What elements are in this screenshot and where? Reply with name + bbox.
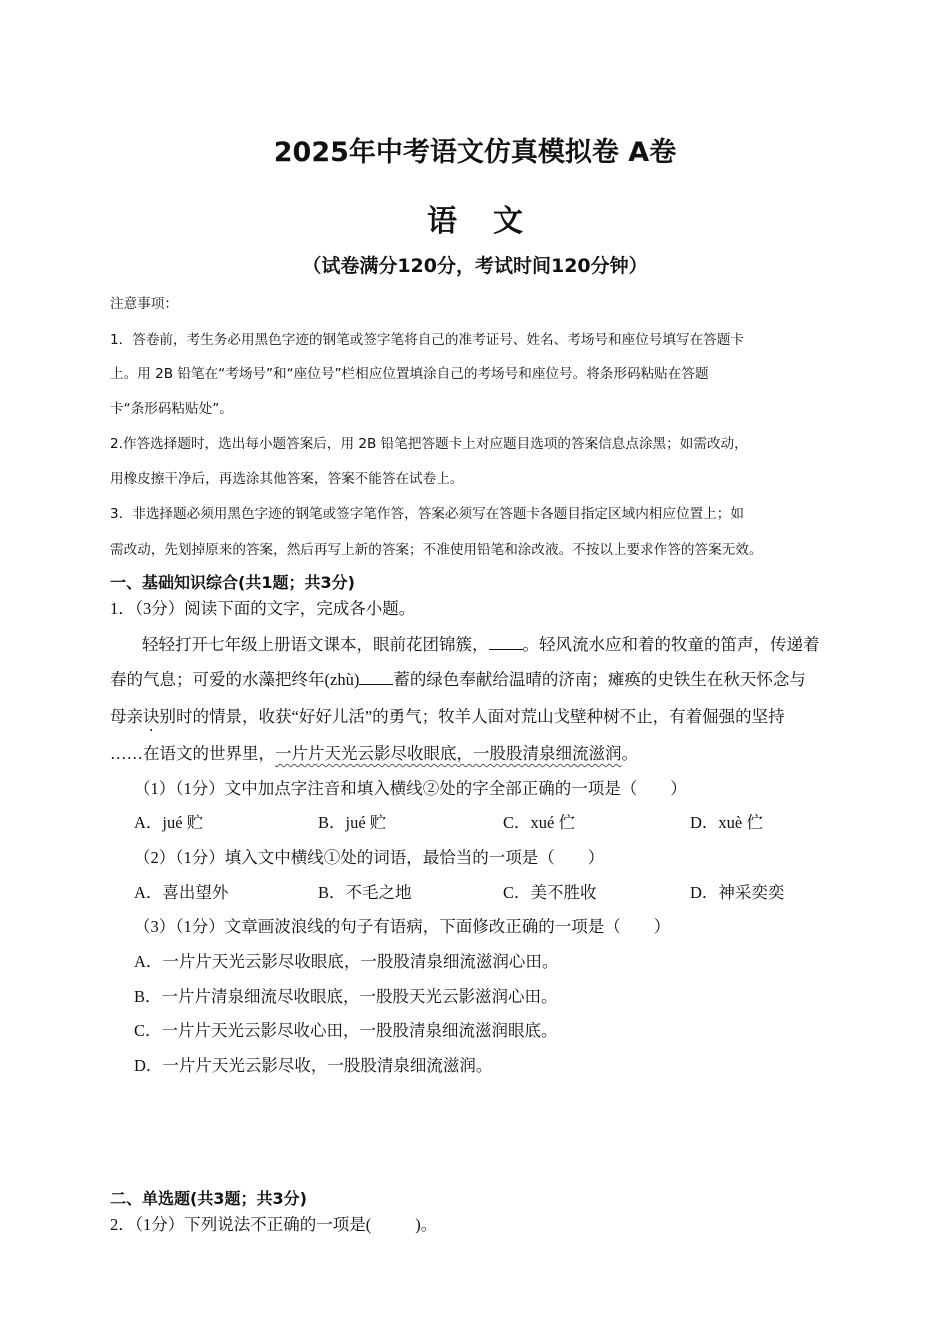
question-stem: 1．（3分）阅读下面的文字，完成各小题。 xyxy=(110,599,416,618)
option-b[interactable]: B．一片片清泉细流尽收眼底，一股股天光云影滋润心田。 xyxy=(134,987,558,1006)
passage-text: 母亲 xyxy=(110,707,143,726)
notice-line: 1．答卷前，考生务必用黑色字迹的钢笔或签字笔将自己的准考证号、姓名、考场号和座位号填写在答题卡 xyxy=(110,332,744,348)
option-a[interactable]: A．jué 贮 xyxy=(134,813,204,832)
passage-text: 别时的情景，收获“好好儿活”的勇气；牧羊人面对荒山戈壁种树不止，有着倔强的坚持 xyxy=(159,707,785,726)
wavy-underlined-sentence: 一片片天光云影尽收眼底，一股股清泉细流滋润 xyxy=(275,744,622,763)
passage-text: 春的气息；可爱的水藻把终年(zhù) xyxy=(110,670,360,689)
option-a[interactable]: A．喜出望外 xyxy=(134,883,229,902)
option-d[interactable]: D．一片片天光云影尽收，一股股清泉细流滋润。 xyxy=(134,1056,493,1075)
option-a[interactable]: A．一片片天光云影尽收眼底，一股股清泉细流滋润心田。 xyxy=(134,952,559,971)
question-text: )。 xyxy=(415,1215,438,1234)
passage-text: 蓄的绿色奉献给温晴的济南；瘫痪的史铁生在秋天怀念与 xyxy=(393,670,806,689)
dotted-character: 诀 xyxy=(143,707,160,726)
notice-heading: 注意事项： xyxy=(110,296,178,312)
subquestion-stem: （1）（1分）文中加点字注音和填入横线②处的字全部正确的一项是（ ） xyxy=(134,779,687,798)
notice-line: 需改动，先划掉原来的答案，然后再写上新的答案；不准使用铅笔和涂改液。不按以上要求作答的答案无效。 xyxy=(110,542,763,558)
passage-line xyxy=(110,703,785,735)
answer-blank-1[interactable] xyxy=(489,635,523,650)
notice-line: 上。用 2B 铅笔在“考场号”和“座位号”栏相应位置填涂自己的考场号和座位号。将条形码粘贴在答题 xyxy=(110,366,709,382)
notice-line: 卡“条形码粘贴处”。 xyxy=(110,401,233,417)
passage-text: 。 xyxy=(621,744,638,763)
passage-line xyxy=(142,631,820,655)
option-b[interactable]: B．jué 贮 xyxy=(318,813,387,832)
section-heading: 二、单选题(共3题；共3分) xyxy=(110,1189,307,1208)
notice-line: 3．非选择题必须用黑色字迹的钢笔或签字笔作答，答案必须写在答题卡各题目指定区域内相应位置上；如 xyxy=(110,506,744,522)
option-c[interactable]: C．美不胜收 xyxy=(503,883,597,902)
option-c[interactable]: C．xué 伫 xyxy=(503,813,575,832)
option-d[interactable]: D．神采奕奕 xyxy=(690,883,785,902)
answer-blank-2[interactable] xyxy=(359,670,393,685)
question-stem xyxy=(110,1211,437,1235)
exam-subtitle: （试卷满分120分，考试时间120分钟） xyxy=(302,255,648,277)
question-text: 2．（1分）下列说法不正确的一项是( xyxy=(110,1215,372,1234)
passage-text: ……在语文的世界里， xyxy=(110,744,275,763)
option-c[interactable]: C．一片片天光云影尽收心田，一股股清泉细流滋润眼底。 xyxy=(134,1021,558,1040)
subquestion-stem: （3）（1分）文章画波浪线的句子有语病，下面修改正确的一项是（ ） xyxy=(134,917,671,936)
passage-line xyxy=(110,740,638,764)
notice-line: 2.作答选择题时，选出每小题答案后，用 2B 铅笔把答题卡上对应题目选项的答案信息点涂黑；如需改动， xyxy=(110,436,748,452)
subquestion-stem: （2）（1分）填入文中横线①处的词语，最恰当的一项是（ ） xyxy=(134,848,605,867)
section-heading: 一、基础知识综合(共1题；共3分) xyxy=(110,573,355,592)
passage-line xyxy=(110,666,806,690)
notice-line: 用橡皮擦干净后，再选涂其他答案，答案不能答在试卷上。 xyxy=(110,471,464,487)
passage-text: 轻轻打开七年级上册语文课本，眼前花团锦簇， xyxy=(142,635,489,654)
subject-title: 语文 xyxy=(427,204,559,239)
option-d[interactable]: D．xuè 伫 xyxy=(690,813,763,832)
passage-text: 。轻风流水应和着的牧童的笛声，传递着 xyxy=(522,635,820,654)
option-b[interactable]: B．不毛之地 xyxy=(318,883,412,902)
exam-title: 2025年中考语文仿真模拟卷 A卷 xyxy=(273,137,677,168)
